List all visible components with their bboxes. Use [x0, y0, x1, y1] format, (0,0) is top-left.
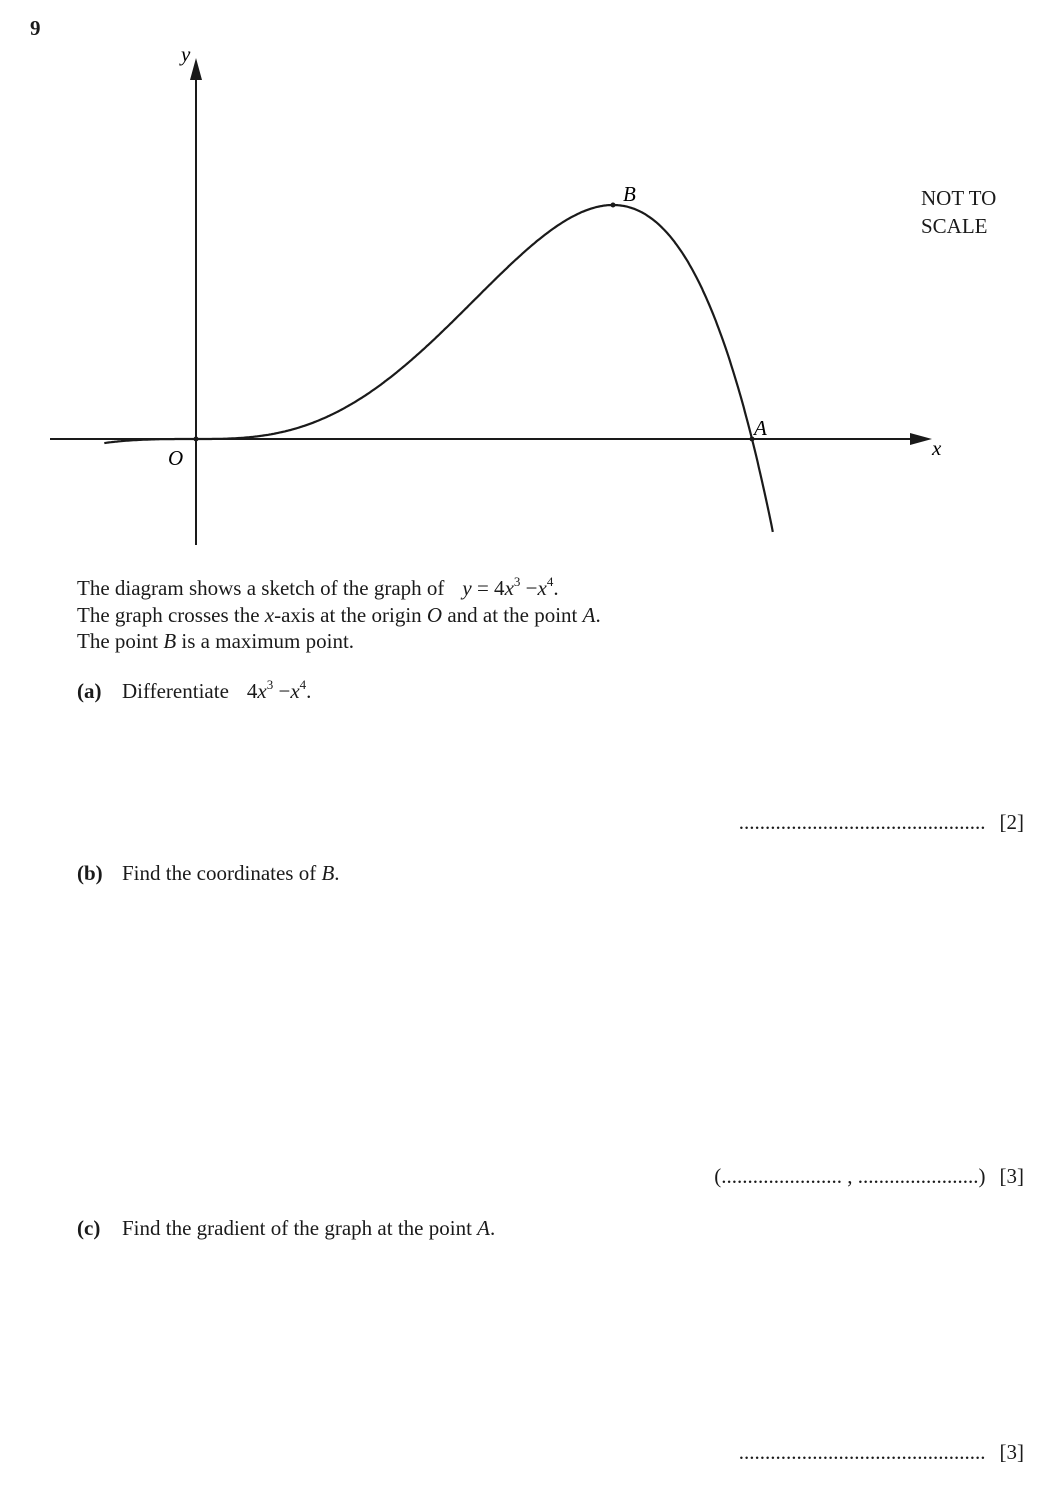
part-c-label: (c): [77, 1216, 101, 1240]
not-to-scale-line1: NOT TO: [921, 186, 997, 210]
part-b-label: (b): [77, 861, 103, 885]
point-o-marker: [194, 437, 199, 442]
intro-line-2: The graph crosses the x-axis at the origin O and at the point A.: [77, 602, 601, 627]
part-c-question: (c) Find the gradient of the graph at the point A.: [77, 1216, 496, 1240]
intro-line-3: The point B is a maximum point.: [77, 629, 355, 653]
x-axis-arrowhead: [910, 433, 932, 445]
part-b-question: (b) Find the coordinates of B.: [77, 861, 340, 885]
part-b-answer-line[interactable]: (....................... , .......................): [714, 1164, 986, 1188]
part-a-question: (a) Differentiate $4x^3 -x^4$.: [77, 677, 312, 703]
part-a-marks: [2]: [999, 810, 1024, 834]
y-axis-arrowhead: [190, 58, 202, 80]
intro-line-1: The diagram shows a sketch of the graph of $y = 4x^3 -x^4$.: [77, 574, 559, 600]
not-to-scale-note: [921, 184, 996, 240]
part-b-marks: [3]: [999, 1164, 1024, 1188]
curve-y-equals-4x3-minus-x4: [104, 205, 773, 532]
part-c-answer-line[interactable]: ...............................................: [738, 1440, 986, 1464]
point-b-label: B: [623, 182, 636, 206]
part-a-answer-area[interactable]: [739, 810, 1024, 835]
part-a-label: (a): [77, 679, 102, 703]
graph-sketch: [0, 0, 1056, 560]
x-axis-label: x: [932, 436, 942, 460]
part-c-marks: [3]: [999, 1440, 1024, 1464]
not-to-scale-line2: SCALE: [921, 214, 988, 238]
point-b-marker: [611, 203, 616, 208]
part-b-answer-area[interactable]: [714, 1164, 1024, 1189]
y-axis-label: y: [181, 42, 191, 66]
question-number: 9: [30, 16, 41, 40]
origin-label: O: [168, 446, 184, 470]
point-a-label: A: [754, 416, 767, 440]
question-intro: [77, 575, 601, 655]
part-c-answer-area[interactable]: [739, 1440, 1024, 1465]
part-a-answer-line[interactable]: ...............................................: [738, 810, 986, 834]
